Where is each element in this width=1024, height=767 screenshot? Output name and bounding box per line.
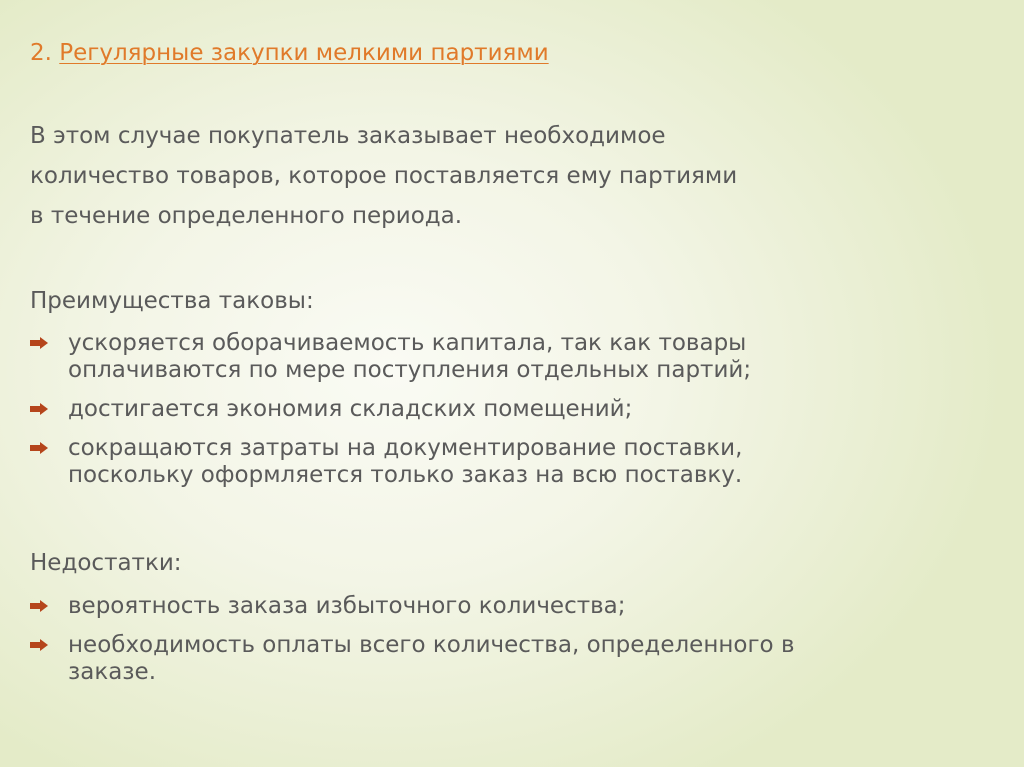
list-item-line: ускоряется оборачиваемость капитала, так как товары	[68, 330, 747, 356]
list-item-line: достигается экономия складских помещений;	[68, 396, 633, 422]
list-item-line: вероятность заказа избыточного количества;	[68, 593, 626, 619]
list-item-line: заказе.	[68, 659, 157, 685]
list-item-line: поскольку оформляется только заказ на всю поставку.	[68, 462, 743, 488]
disadvantages-list	[30, 593, 795, 698]
list-item	[30, 396, 751, 423]
arrow-right-icon	[30, 442, 48, 454]
arrow-right-icon	[30, 639, 48, 651]
list-item	[30, 435, 751, 489]
intro-line: количество товаров, которое поставляется ему партиями	[30, 163, 738, 189]
arrow-right-icon	[30, 403, 48, 415]
list-item-line: необходимость оплаты всего количества, определенного в	[68, 632, 795, 658]
disadvantages-label: Недостатки:	[30, 550, 182, 576]
list-item	[30, 632, 795, 686]
heading-title-link[interactable]: Регулярные закупки мелкими партиями	[59, 40, 549, 66]
list-item	[30, 593, 795, 620]
advantages-label: Преимущества таковы:	[30, 288, 314, 314]
arrow-right-icon	[30, 337, 48, 349]
intro-paragraph	[30, 116, 737, 236]
intro-line: в течение определенного периода.	[30, 203, 463, 229]
list-item	[30, 330, 751, 384]
arrow-right-icon	[30, 600, 48, 612]
advantages-list	[30, 330, 751, 501]
list-item-line: оплачиваются по мере поступления отдельных партий;	[68, 357, 752, 383]
intro-line: В этом случае покупатель заказывает необходимое	[30, 123, 666, 149]
slide-heading	[30, 38, 549, 68]
heading-number: 2.	[30, 40, 60, 66]
list-item-line: сокращаются затраты на документирование поставки,	[68, 435, 743, 461]
